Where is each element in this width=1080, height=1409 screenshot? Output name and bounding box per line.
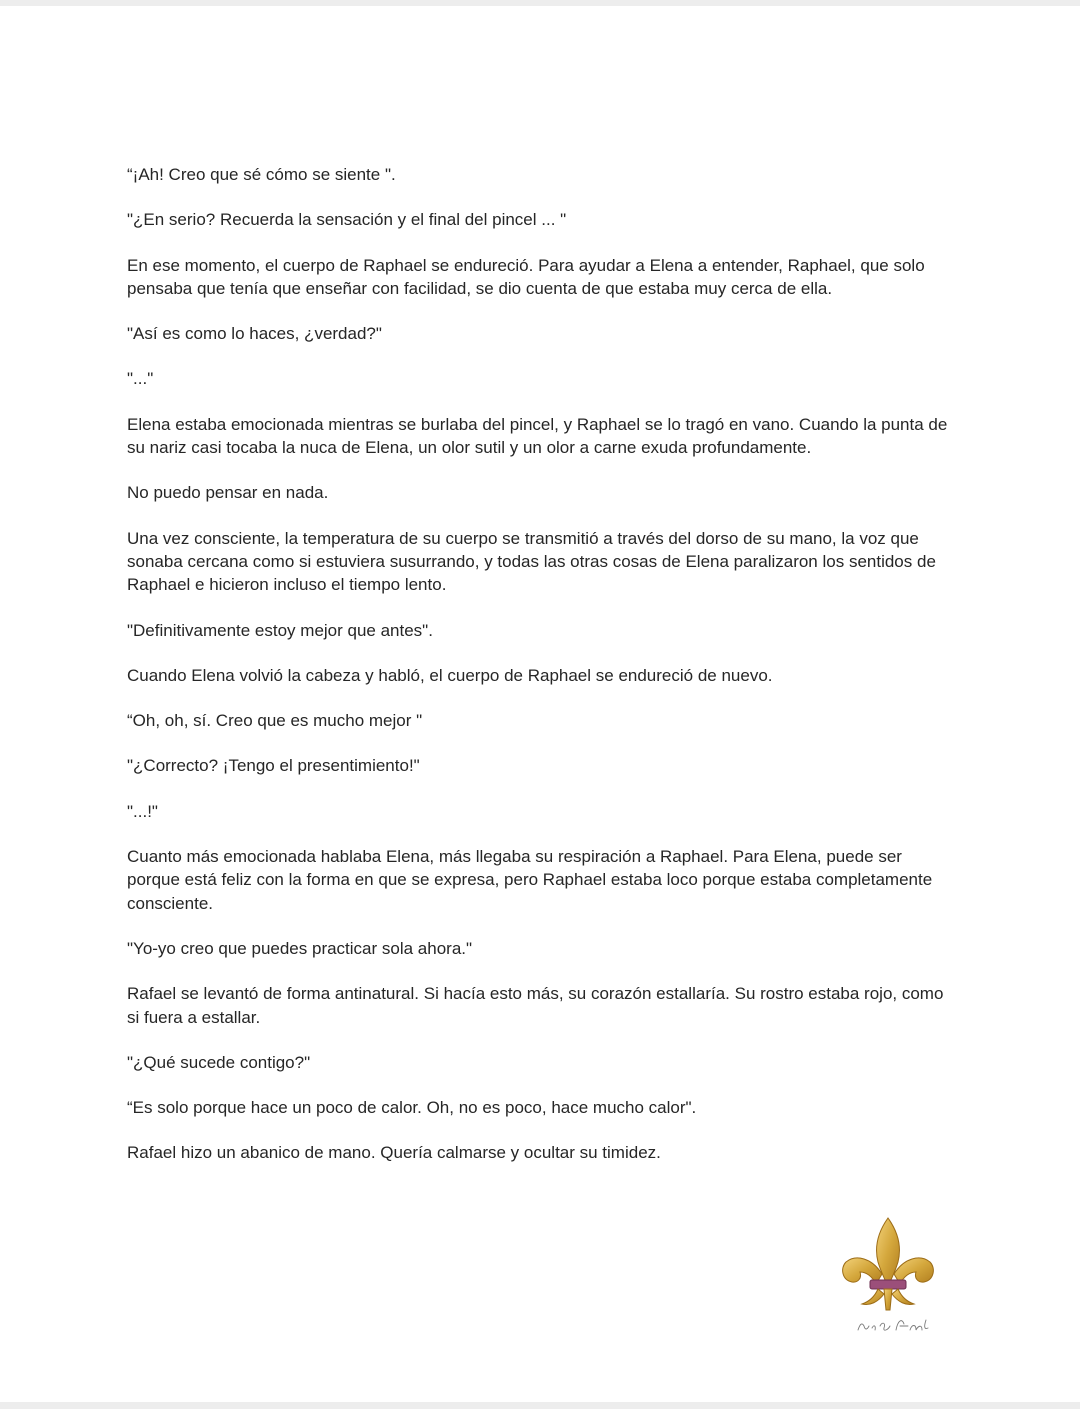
paragraph: “Es solo porque hace un poco de calor. Oh, no es poco, hace mucho calor". [127, 1098, 697, 1118]
paragraph: "Definitivamente estoy mejor que antes". [127, 620, 433, 640]
paragraph: Cuando Elena volvió la cabeza y habló, el cuerpo de Raphael se endureció de nuevo. [127, 665, 773, 685]
paragraph: "¿En serio? Recuerda la sensación y el final del pincel ... " [127, 210, 567, 230]
fansub-logo [838, 1214, 938, 1338]
paragraph: Una vez consciente, la temperatura de su cuerpo se transmitió a través del dorso de su mano, la voz que sonaba cercana como si estuviera susurrando, y todas las otras cosas de Elena paralizaron los sentidos de Raphael e hicieron incluso el tiempo lento. [127, 528, 936, 595]
paragraph: Cuanto más emocionada hablaba Elena, más llegaba su respiración a Raphael. Para Elena, puede ser porque está feliz con la forma en que se expresa, pero Raphael estaba loco porque estaba completamente consciente. [127, 847, 933, 913]
paragraph: En ese momento, el cuerpo de Raphael se endureció. Para ayudar a Elena a entender, Raphael, que solo pensaba que tenía que enseñar con facilidad, se dio cuenta de que estaba muy cerca de ella. [127, 255, 925, 298]
paragraph: “Oh, oh, sí. Creo que es mucho mejor " [127, 711, 423, 731]
paragraph: "¿Qué sucede contigo?" [127, 1052, 311, 1072]
fleur-de-lis-icon [838, 1214, 938, 1338]
paragraph: "..." [127, 369, 154, 389]
document-page [0, 6, 1080, 1402]
paragraph: Rafael hizo un abanico de mano. Quería calmarse y ocultar su timidez. [127, 1143, 661, 1163]
paragraph: "Yo-yo creo que puedes practicar sola ahora." [127, 938, 473, 958]
paragraph: "Así es como lo haces, ¿verdad?" [127, 324, 382, 344]
paragraph: “¡Ah! Creo que sé cómo se siente ". [127, 165, 396, 184]
paragraph: Rafael se levantó de forma antinatural. Si hacía esto más, su corazón estallaría. Su rostro estaba rojo, como si fuera a estallar. [127, 984, 944, 1027]
paragraph: "¿Correcto? ¡Tengo el presentimiento!" [127, 756, 420, 776]
document-body [127, 163, 957, 1187]
paragraph: No puedo pensar en nada. [127, 483, 329, 503]
paragraph: "...!" [127, 801, 158, 821]
paragraph: Elena estaba emocionada mientras se burlaba del pincel, y Raphael se lo tragó en vano. Cuando la punta de su nariz casi tocaba la nuca de Elena, un olor sutil y un olor a carne exuda profundamente. [127, 414, 948, 458]
